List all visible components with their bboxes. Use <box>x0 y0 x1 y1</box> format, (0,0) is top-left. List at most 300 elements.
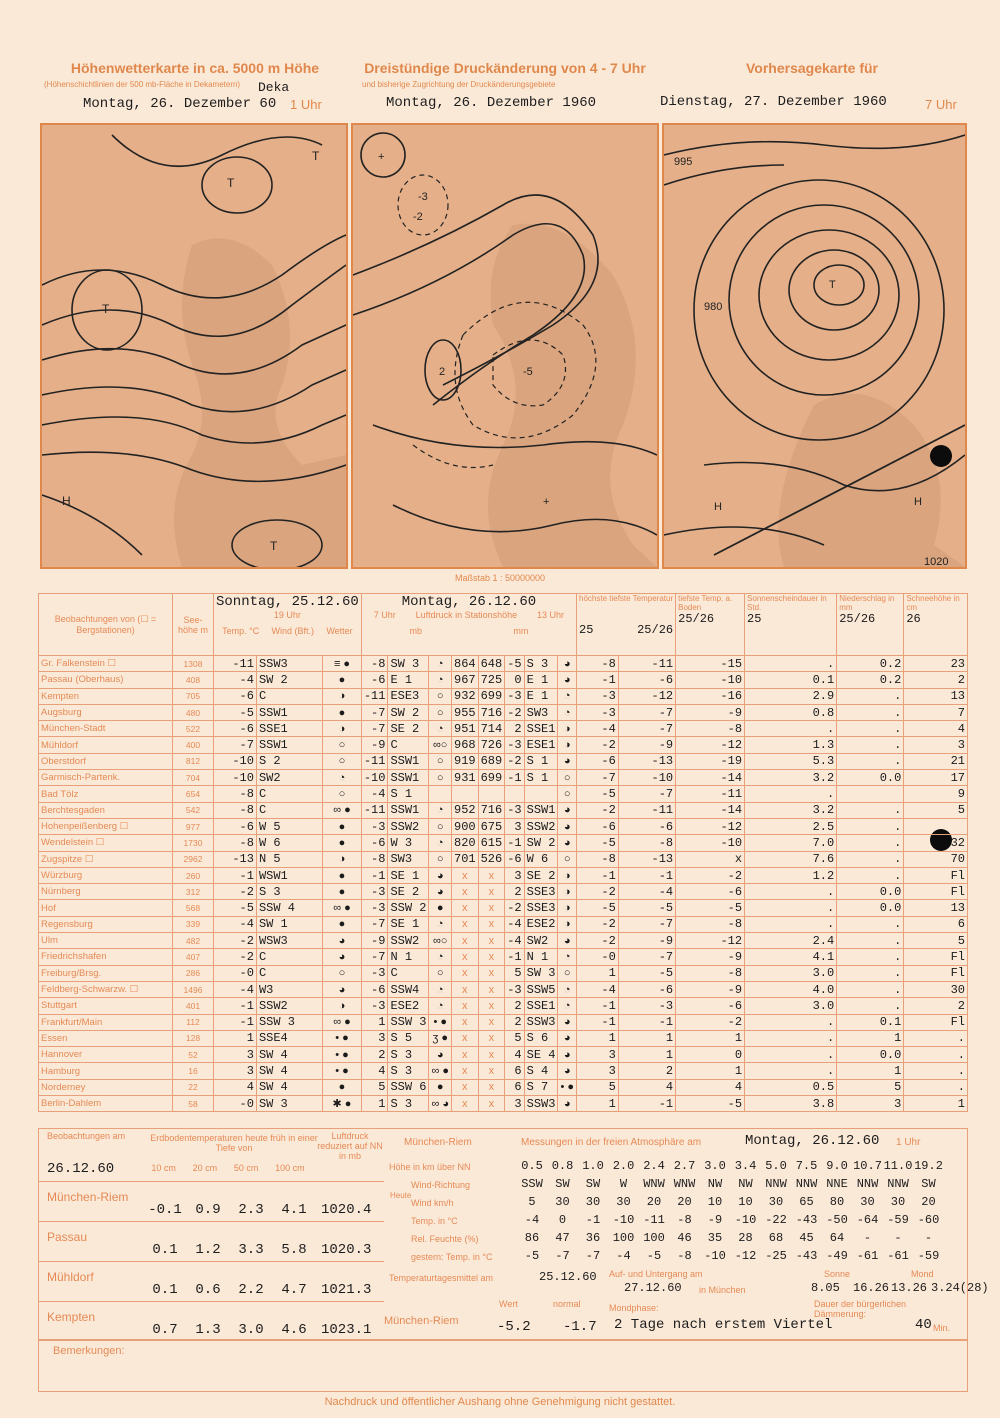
cell-mb: x <box>452 1030 479 1046</box>
cell-t13: 3 <box>505 1096 524 1112</box>
table-row <box>39 688 968 704</box>
cell-name: Zugspitze ☐ <box>39 851 173 867</box>
cell-pr: 0.1 <box>837 1014 904 1030</box>
cell-name: Freiburg/Brsg. <box>39 965 173 981</box>
cell-mm <box>478 786 505 802</box>
cell-wx13: ◕ <box>558 933 577 949</box>
svg-text:T: T <box>829 279 836 291</box>
cell-w7: SSW2 <box>388 818 429 834</box>
cell-pr: . <box>837 835 904 851</box>
cell-gr: -12 <box>676 737 745 753</box>
aero-hum: 64 <box>829 1231 845 1245</box>
cell-t19: -10 <box>214 770 257 786</box>
cell-w19: SSW 4 <box>256 900 322 916</box>
cell-w13: SSW3 <box>524 1014 558 1030</box>
cell-mb: 952 <box>452 802 479 818</box>
aero-row-label: Temp. in °C <box>411 1216 458 1226</box>
aero-hum: 100 <box>612 1231 635 1245</box>
cell-name: Essen <box>39 1030 173 1046</box>
cell-t19: -4 <box>214 672 257 688</box>
cell-sn: . <box>904 1030 968 1046</box>
cell-w7: S 1 <box>388 786 429 802</box>
cell-mb: 967 <box>452 672 479 688</box>
observations-table <box>38 593 968 1112</box>
cell-wx13: ◕ <box>558 672 577 688</box>
aero-dir: NNW <box>856 1177 879 1191</box>
cell-w7: SE 1 <box>388 916 429 932</box>
cell-name: Garmisch-Partenk. <box>39 770 173 786</box>
cell-lo: -7 <box>618 721 675 737</box>
upper-air-map <box>40 123 348 569</box>
cell-wx13: ◑ <box>558 867 577 883</box>
cell-wx19: ◔ <box>323 770 362 786</box>
cell-wx7: ◔ <box>429 835 452 851</box>
table-row <box>39 753 968 769</box>
cell-wx13: ◕ <box>558 656 577 672</box>
cell-hi: -8 <box>577 851 619 867</box>
cell-gr: -6 <box>676 998 745 1014</box>
cell-w19: SSW1 <box>256 704 322 720</box>
soil-station: Kempten <box>47 1310 96 1324</box>
aero-yest: -8 <box>677 1249 692 1263</box>
aero-heights: 10.7 <box>853 1159 882 1173</box>
soil-temp: 0.6 <box>195 1282 221 1298</box>
cell-name: Bad Tölz <box>39 786 173 802</box>
svg-text:-2: -2 <box>413 211 423 223</box>
cell-hi: 1 <box>577 965 619 981</box>
cell-t7: -3 <box>361 884 388 900</box>
cell-t7: -3 <box>361 965 388 981</box>
cell-hi: -2 <box>577 933 619 949</box>
aero-dir: W <box>619 1177 628 1191</box>
cell-w7: SW 2 <box>388 704 429 720</box>
cell-sun: 0.5 <box>745 1079 837 1095</box>
cell-sun: 2.4 <box>745 933 837 949</box>
footer-note: Nachdruck und öffentlicher Aushang ohne Genehmigung nicht gestattet. <box>324 1396 676 1408</box>
col-stations-header: Beobachtungen von (☐ = Bergstationen) <box>39 594 173 656</box>
cell-wx19: ◑ <box>323 998 362 1014</box>
cell-mm: 526 <box>478 851 505 867</box>
cell-pr: . <box>837 981 904 997</box>
cell-sun: 3.0 <box>745 965 837 981</box>
cell-w19: SSW1 <box>256 737 322 753</box>
cell-wx13: ◔ <box>558 998 577 1014</box>
cell-alt: 542 <box>173 802 214 818</box>
cell-mb: x <box>452 1047 479 1063</box>
cell-w7: SE 1 <box>388 867 429 883</box>
punch-hole <box>930 445 952 467</box>
cell-sun: 3.0 <box>745 998 837 1014</box>
cell-wx13: ◕ <box>558 818 577 834</box>
cell-w7: SSW1 <box>388 770 429 786</box>
cell-w7: C <box>388 737 429 753</box>
cell-lo: -7 <box>618 916 675 932</box>
cell-alt: 705 <box>173 688 214 704</box>
cell-mb: x <box>452 867 479 883</box>
cell-hi: -6 <box>577 818 619 834</box>
soil-temp: 3.3 <box>238 1242 264 1258</box>
cell-wx19: ○ <box>323 786 362 802</box>
cell-mm: x <box>478 1096 505 1112</box>
cell-mb: 864 <box>452 656 479 672</box>
cell-wx19: ● <box>323 1079 362 1095</box>
cell-sn: Fl <box>904 949 968 965</box>
cell-wx7: ◕ <box>429 1047 452 1063</box>
cell-w7: SW 3 <box>388 656 429 672</box>
cell-t7: 1 <box>361 1014 388 1030</box>
cell-w13: W 6 <box>524 851 558 867</box>
depth-100: 100 cm <box>275 1163 305 1173</box>
aero-temp: -10 <box>734 1213 757 1227</box>
cell-sn: 13 <box>904 900 968 916</box>
aero-dir: NW <box>707 1177 723 1191</box>
soil-row <box>39 1221 384 1262</box>
pressure-change-map <box>351 123 659 569</box>
mond-label: Mond <box>911 1269 934 1279</box>
aero-yest: -43 <box>795 1249 818 1263</box>
cell-lo: -13 <box>618 851 675 867</box>
cell-wx7: ◔ <box>429 802 452 818</box>
soil-temp: 5.8 <box>281 1242 307 1258</box>
aero-temp: -64 <box>856 1213 879 1227</box>
aero-dir: SW <box>921 1177 936 1191</box>
cell-pr: . <box>837 851 904 867</box>
cell-hi: -3 <box>577 688 619 704</box>
normal-value: -1.7 <box>563 1319 597 1335</box>
cell-t13: -2 <box>505 900 524 916</box>
cell-sun: . <box>745 900 837 916</box>
cell-w13: ESE1 <box>524 737 558 753</box>
cell-hi: -2 <box>577 916 619 932</box>
temp-header: Temp. °C <box>222 626 260 636</box>
aero-yest: -49 <box>826 1249 848 1263</box>
cell-t13: -2 <box>505 704 524 720</box>
aero-temp: -1 <box>585 1213 601 1227</box>
cell-mb: x <box>452 1079 479 1095</box>
cell-w13: SW3 <box>524 704 558 720</box>
soil-pressure: 1020.3 <box>321 1242 372 1258</box>
aero-heights: 0.5 <box>521 1159 543 1173</box>
cell-t19: -4 <box>214 916 257 932</box>
pressure-header: Luftdruck in Stationshöhe <box>415 610 518 620</box>
cell-mb: x <box>452 884 479 900</box>
cell-pr: 5 <box>837 1079 904 1095</box>
cell-wx7: ○ <box>429 965 452 981</box>
map1-subtitle: (Höhenschichtlinien der 500 mb-Fläche in Dekametern) <box>44 80 241 89</box>
cell-sun: . <box>745 1063 837 1079</box>
mean-station: München-Riem <box>384 1315 459 1327</box>
cell-t19: 4 <box>214 1079 257 1095</box>
cell-w19: W 5 <box>256 818 322 834</box>
aero-temp: -8 <box>677 1213 692 1227</box>
hi-day: 25 <box>579 623 594 637</box>
cell-t13: -5 <box>505 656 524 672</box>
cell-wx19: ◕ <box>323 933 362 949</box>
cell-pr: 0.2 <box>837 656 904 672</box>
cell-wx7: ◔ <box>429 721 452 737</box>
aero-heights: 2.7 <box>673 1159 696 1173</box>
cell-wx13: ◑ <box>558 884 577 900</box>
cell-alt: 52 <box>173 1047 214 1063</box>
cell-t13: 5 <box>505 1030 524 1046</box>
cell-t13: 6 <box>505 1063 524 1079</box>
cell-mm: x <box>478 965 505 981</box>
cell-mb: 968 <box>452 737 479 753</box>
aero-heights: 9.0 <box>826 1159 848 1173</box>
cell-t13: -3 <box>505 688 524 704</box>
map1-hour: 1 Uhr <box>290 97 322 112</box>
cell-mb: x <box>452 900 479 916</box>
day2-label: Montag, 26.12.60 <box>401 594 537 610</box>
cell-lo: -1 <box>618 1014 675 1030</box>
cell-sn: Fl <box>904 965 968 981</box>
aero-hum: 28 <box>738 1231 753 1245</box>
cell-t13: -1 <box>505 949 524 965</box>
table-row <box>39 900 968 916</box>
cell-hi: -5 <box>577 786 619 802</box>
depth-50: 50 cm <box>233 1163 259 1173</box>
cell-pr: . <box>837 688 904 704</box>
cell-sn: . <box>904 1063 968 1079</box>
cell-t7: -6 <box>361 981 388 997</box>
weather-header: Wetter <box>326 626 353 636</box>
cell-t7: -8 <box>361 851 388 867</box>
cell-t13: -1 <box>505 770 524 786</box>
cell-wx13: • ● <box>558 1079 577 1095</box>
table-row <box>39 656 968 672</box>
cell-name: Passau (Oberhaus) <box>39 672 173 688</box>
cell-w7: S 5 <box>388 1030 429 1046</box>
cell-t7: -7 <box>361 704 388 720</box>
cell-name: Würzburg <box>39 867 173 883</box>
cell-wx19: ◑ <box>323 851 362 867</box>
cell-mb: x <box>452 1096 479 1112</box>
cell-pr: . <box>837 818 904 834</box>
soil-row <box>39 1181 384 1222</box>
cell-mb: 820 <box>452 835 479 851</box>
cell-t7: 5 <box>361 1079 388 1095</box>
cell-mb: 900 <box>452 818 479 834</box>
cell-pr: 1 <box>837 1063 904 1079</box>
table-row <box>39 1014 968 1030</box>
aero-dir: SW <box>585 1177 601 1191</box>
cell-wx7: ◔ <box>429 949 452 965</box>
cell-pr: 0.0 <box>837 1047 904 1063</box>
day1-label: Sonntag, 25.12.60 <box>216 594 359 610</box>
soil-temp: 4.7 <box>281 1282 307 1298</box>
sun-in: in München <box>699 1285 746 1295</box>
sun-day: 25 <box>747 612 762 626</box>
sun-date: 27.12.60 <box>624 1281 682 1295</box>
cell-t19: -6 <box>214 688 257 704</box>
aero-temp: -22 <box>765 1213 787 1227</box>
cell-alt: 407 <box>173 949 214 965</box>
cell-pr: . <box>837 933 904 949</box>
cell-lo: 4 <box>618 1079 675 1095</box>
cell-sun: 2.9 <box>745 688 837 704</box>
cell-mb: x <box>452 949 479 965</box>
cell-w13: SSE3 <box>524 900 558 916</box>
aero-heights: 2.4 <box>643 1159 665 1173</box>
cell-gr: -16 <box>676 688 745 704</box>
aero-hum: 46 <box>677 1231 692 1245</box>
cell-gr: -14 <box>676 802 745 818</box>
cell-alt: 400 <box>173 737 214 753</box>
cell-gr: -5 <box>676 1096 745 1112</box>
cell-t7: 4 <box>361 1063 388 1079</box>
cell-hi: -1 <box>577 672 619 688</box>
cell-lo: -5 <box>618 965 675 981</box>
cell-hi: -6 <box>577 753 619 769</box>
cell-w19: SW 4 <box>256 1047 322 1063</box>
cell-w19: SW 2 <box>256 672 322 688</box>
aero-temp: -9 <box>707 1213 723 1227</box>
soil-temp: -0.1 <box>148 1202 182 1218</box>
cell-wx7: ◔ <box>429 981 452 997</box>
cell-alt: 58 <box>173 1096 214 1112</box>
aero-dir: NNW <box>765 1177 787 1191</box>
cell-wx13: ○ <box>558 770 577 786</box>
cell-t13: -3 <box>505 802 524 818</box>
cell-t19: -6 <box>214 721 257 737</box>
cell-pr: . <box>837 704 904 720</box>
svg-text:H: H <box>714 501 722 513</box>
cell-hi: -4 <box>577 721 619 737</box>
soil-pressure-header: Luftdruck reduziert auf NN in mb <box>317 1131 383 1161</box>
cell-w19: C <box>256 965 322 981</box>
cell-w7: W 3 <box>388 835 429 851</box>
cell-t7: -11 <box>361 753 388 769</box>
cell-lo: -7 <box>618 949 675 965</box>
aero-temp: -11 <box>643 1213 665 1227</box>
cell-sun: 4.1 <box>745 949 837 965</box>
cell-sun: 1.2 <box>745 867 837 883</box>
cell-mm: x <box>478 1063 505 1079</box>
cell-alt: 568 <box>173 900 214 916</box>
cell-wx19: ● <box>323 818 362 834</box>
cell-sun: . <box>745 1047 837 1063</box>
cell-w7: N 1 <box>388 949 429 965</box>
cell-alt: 16 <box>173 1063 214 1079</box>
cell-sun: . <box>745 656 837 672</box>
cell-t19: -2 <box>214 933 257 949</box>
cell-mb: 931 <box>452 770 479 786</box>
cell-lo: -1 <box>618 867 675 883</box>
aero-temp: 0 <box>558 1213 567 1227</box>
cell-wx7: • ● <box>429 1014 452 1030</box>
cell-gr: -6 <box>676 884 745 900</box>
cell-wx19: ● <box>323 916 362 932</box>
cell-w19: SW 3 <box>256 1096 322 1112</box>
cell-gr: -5 <box>676 900 745 916</box>
cell-mm: x <box>478 1047 505 1063</box>
cell-wx7: ∞ ◕ <box>429 1096 452 1112</box>
cell-alt: 128 <box>173 1030 214 1046</box>
cell-wx19: ○ <box>323 737 362 753</box>
aero-speed: 20 <box>921 1195 936 1209</box>
cell-w19: WSW3 <box>256 933 322 949</box>
cell-mm: 726 <box>478 737 505 753</box>
cell-pr: 1 <box>837 1030 904 1046</box>
sun-header: Sonnenscheindauer in Std. <box>747 594 827 612</box>
cell-name: Berlin-Dahlem <box>39 1096 173 1112</box>
cell-w13: S 7 <box>524 1079 558 1095</box>
cell-t19: -4 <box>214 981 257 997</box>
cell-w19: C <box>256 949 322 965</box>
cell-w13: ESE2 <box>524 916 558 932</box>
cell-lo: -13 <box>618 753 675 769</box>
table-row <box>39 933 968 949</box>
aero-temp: -10 <box>612 1213 635 1227</box>
cell-lo: -6 <box>618 818 675 834</box>
cell-sun: 3.2 <box>745 770 837 786</box>
cell-mm: 714 <box>478 721 505 737</box>
cell-hi: -1 <box>577 1014 619 1030</box>
cell-alt: 260 <box>173 867 214 883</box>
soil-temp: 3.0 <box>238 1322 264 1338</box>
table-row <box>39 1063 968 1079</box>
cell-pr: . <box>837 737 904 753</box>
aero-dir: NNW <box>887 1177 909 1191</box>
cell-mb: x <box>452 933 479 949</box>
snow-header: Schneehöhe in cm <box>906 594 960 612</box>
soil-station: Mühldorf <box>47 1270 94 1284</box>
aero-temp: -4 <box>524 1213 540 1227</box>
cell-w19: N 5 <box>256 851 322 867</box>
cell-hi: 1 <box>577 1096 619 1112</box>
soil-row <box>39 1261 384 1302</box>
cell-t13: -4 <box>505 933 524 949</box>
cell-mb: x <box>452 981 479 997</box>
cell-alt: 654 <box>173 786 214 802</box>
cell-gr: -8 <box>676 916 745 932</box>
cell-t13: -2 <box>505 753 524 769</box>
cell-sn: 21 <box>904 753 968 769</box>
cell-mb: x <box>452 1014 479 1030</box>
cell-t7: -3 <box>361 998 388 1014</box>
soil-temp: 2.3 <box>238 1202 264 1218</box>
cell-mm: x <box>478 933 505 949</box>
aero-heights: 5.0 <box>765 1159 787 1173</box>
aero-speed: 30 <box>860 1195 875 1209</box>
mean-label: Temperaturtagesmittel am <box>389 1273 494 1283</box>
cell-wx7: ◔ <box>429 916 452 932</box>
cell-wx7: ◕ <box>429 884 452 900</box>
cell-w13: SSE3 <box>524 884 558 900</box>
cell-w7: SW3 <box>388 851 429 867</box>
wind-header: Wind (Bft.) <box>271 626 315 636</box>
cell-wx13: ◕ <box>558 835 577 851</box>
cell-t19: -1 <box>214 1014 257 1030</box>
phase-label: Mondphase: <box>609 1303 659 1313</box>
cell-alt: 482 <box>173 933 214 949</box>
cell-lo: -5 <box>618 900 675 916</box>
table-row <box>39 949 968 965</box>
cell-wx19: ≡ ● <box>323 656 362 672</box>
cell-w7: SE 2 <box>388 884 429 900</box>
cell-wx13: ◕ <box>558 1047 577 1063</box>
map2-date: Montag, 26. Dezember 1960 <box>386 95 597 111</box>
cell-hi: -2 <box>577 802 619 818</box>
cell-wx13: ◔ <box>558 688 577 704</box>
cell-pr: . <box>837 753 904 769</box>
table-row <box>39 851 968 867</box>
cell-gr: -12 <box>676 933 745 949</box>
cell-w19: SSE4 <box>256 1030 322 1046</box>
svg-text:H: H <box>62 494 71 508</box>
soil-title: Beobachtungen am <box>47 1131 126 1141</box>
cell-mb: 919 <box>452 753 479 769</box>
